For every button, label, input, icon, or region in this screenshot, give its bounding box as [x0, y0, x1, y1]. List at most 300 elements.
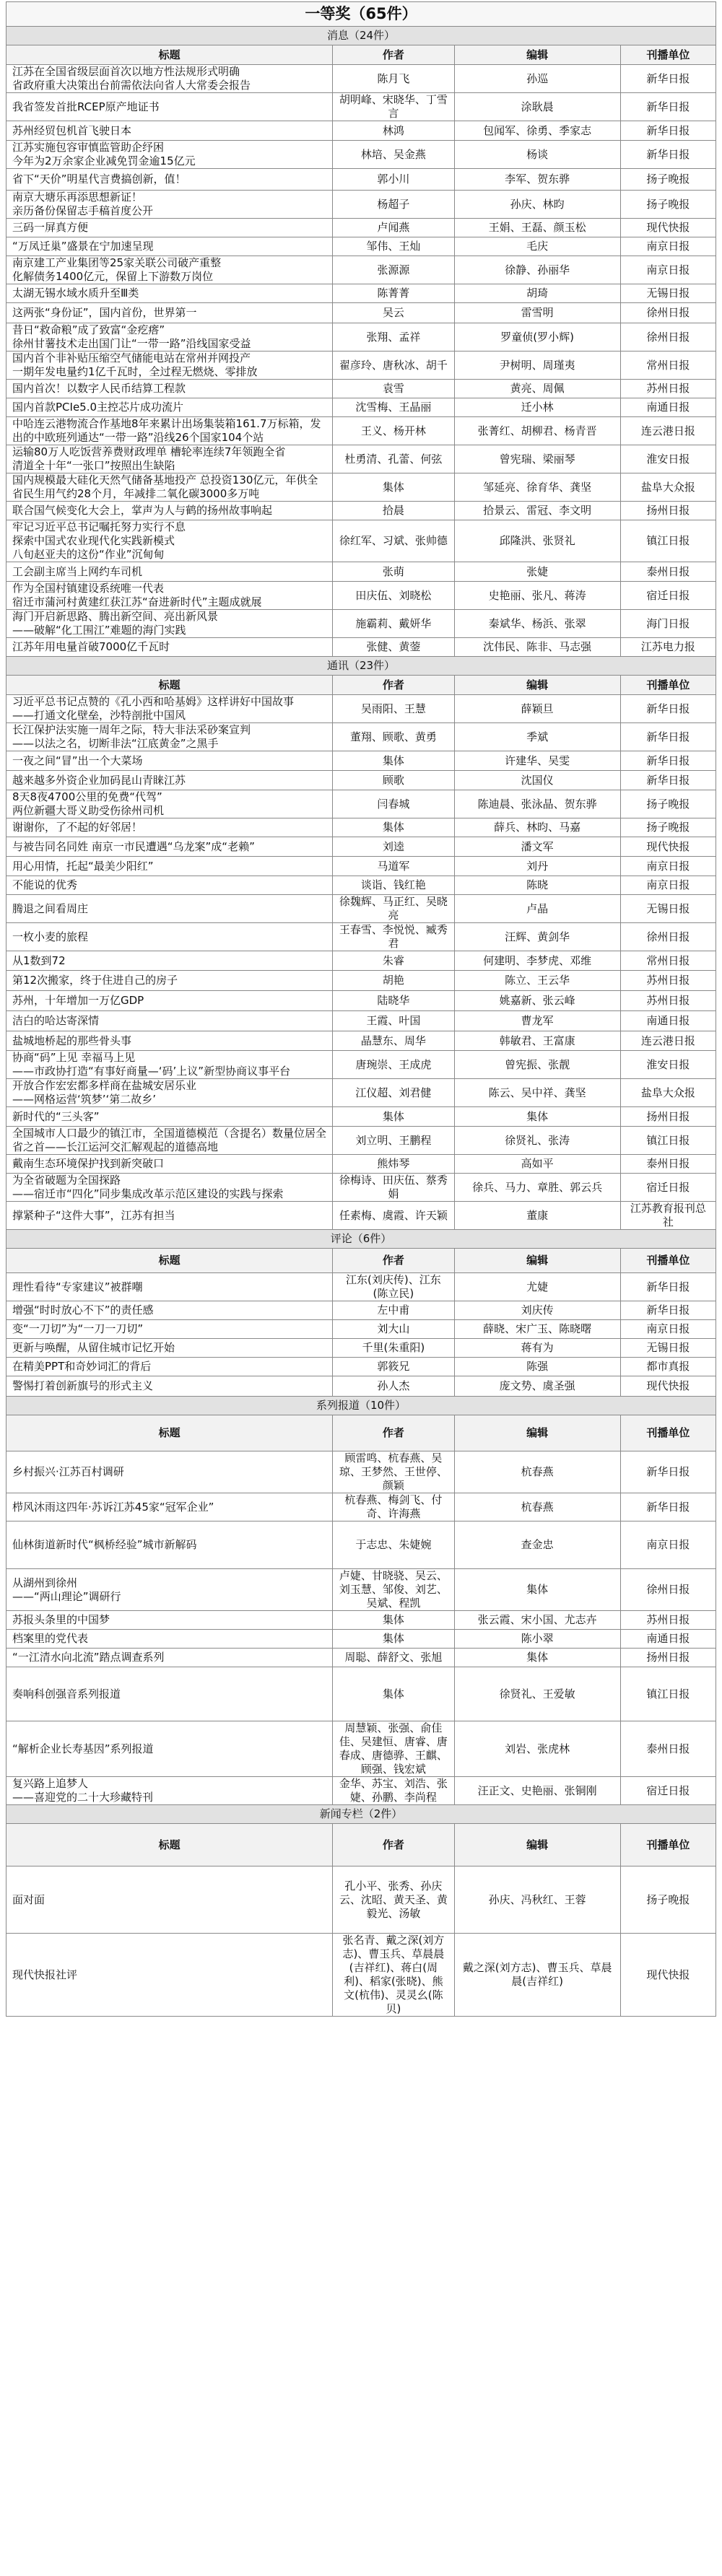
- table-row: [6, 610, 716, 638]
- unit-cell: 扬子晚报: [620, 1866, 716, 1934]
- unit-cell: 徐州日报: [620, 1569, 716, 1611]
- author-cell: 杭春燕、梅剑飞、付奇、许海燕: [333, 1493, 454, 1521]
- author-cell: 吴雨阳、王慧: [333, 695, 454, 723]
- page-title: 一等奖（65件）: [6, 2, 716, 27]
- table-row: [6, 1630, 716, 1649]
- editor-cell: 何建明、李梦虎、邓维: [454, 951, 620, 971]
- table-row: [6, 895, 716, 923]
- editor-cell: 陈强: [454, 1358, 620, 1376]
- title-cell: 工会副主席当上网约车司机: [6, 562, 333, 582]
- title-cell: 南京大塘乐再添思想新证！ 亲历备份保留志手稿首度公开: [6, 191, 333, 219]
- table-row: [6, 1376, 716, 1397]
- table-row: [6, 352, 716, 380]
- column-header: 刊播单位: [620, 1824, 716, 1866]
- editor-cell: 包闻军、徐勇、季家志: [454, 121, 620, 141]
- author-cell: 谈诣、钱红艳: [333, 876, 454, 895]
- editor-cell: 王娟、王磊、颜玉松: [454, 219, 620, 237]
- title-cell: 栉风沐雨这四年·苏诉江苏45家“冠军企业”: [6, 1493, 333, 1521]
- unit-cell: 南通日报: [620, 1630, 716, 1649]
- unit-cell: 无锡日报: [620, 1339, 716, 1358]
- title-cell: 从1数到72: [6, 951, 333, 971]
- unit-cell: 现代快报: [620, 1934, 716, 2017]
- unit-cell: 新华日报: [620, 723, 716, 751]
- title-cell: 牢记习近平总书记嘱托努力实行不息 探索中国式农业现代化实践新模式 八旬赵亚夫的这份“作业”沉甸甸: [6, 520, 333, 562]
- editor-cell: 陈立、王云华: [454, 971, 620, 991]
- title-cell: 江苏年用电量首破7000亿千瓦时: [6, 638, 333, 657]
- table-row: [6, 1339, 716, 1358]
- column-header: 刊播单位: [620, 676, 716, 695]
- table-row: [6, 1611, 716, 1630]
- award-table: [6, 1, 716, 2017]
- editor-cell: 卢晶: [454, 895, 620, 923]
- unit-cell: 扬子晚报: [620, 169, 716, 191]
- title-cell: 乡村振兴·江苏百村调研: [6, 1451, 333, 1493]
- editor-cell: 曾宪振、张靓: [454, 1051, 620, 1079]
- table-row: [6, 1358, 716, 1376]
- title-cell: 洁白的哈达寄深情: [6, 1011, 333, 1031]
- editor-cell: 季斌: [454, 723, 620, 751]
- title-cell: “解析企业长寿基因”系列报道: [6, 1721, 333, 1777]
- table-row: [6, 380, 716, 398]
- section-row: [6, 657, 716, 676]
- title-cell: 理性看待“专家建议”被群嘲: [6, 1273, 333, 1301]
- editor-cell: 沈国仪: [454, 771, 620, 790]
- title-cell: 警惕打着创新旗号的形式主义: [6, 1376, 333, 1397]
- author-cell: 顾歌: [333, 771, 454, 790]
- author-cell: 刘逵: [333, 837, 454, 857]
- title-cell: 国内首次！以数字人民币结算工程款: [6, 380, 333, 398]
- unit-cell: 扬州日报: [620, 1649, 716, 1667]
- table-row: [6, 1155, 716, 1174]
- title-cell: 长江保护法实施一周年之际，特大非法采砂案宣判 ——以法之名，切断非法“江底黄金”之黑手: [6, 723, 333, 751]
- title-cell: 国内首款PCIe5.0主控芯片成功流片: [6, 398, 333, 417]
- unit-cell: 泰州日报: [620, 1721, 716, 1777]
- table-row: [6, 191, 716, 219]
- title-cell: “万凤迁巢”盛景在宁加速呈现: [6, 237, 333, 256]
- editor-cell: 陈迪晨、张泳晶、贺东骅: [454, 790, 620, 818]
- column-header: 标题: [6, 1249, 333, 1273]
- title-cell: 联合国气候变化大会上，掌声为人与鹤的扬州故事响起: [6, 502, 333, 520]
- section-row: [6, 27, 716, 45]
- author-cell: 唐琬崇、王成虎: [333, 1051, 454, 1079]
- table-row: [6, 723, 716, 751]
- column-header: 标题: [6, 1824, 333, 1866]
- editor-cell: 徐贤礼、王爱敏: [454, 1667, 620, 1721]
- author-cell: 王霞、叶国: [333, 1011, 454, 1031]
- author-cell: 朱睿: [333, 951, 454, 971]
- title-cell: 我省签发首批RCEP原产地证书: [6, 93, 333, 121]
- author-cell: 周聪、薛舒文、张旭: [333, 1649, 454, 1667]
- author-cell: 邹伟、王灿: [333, 237, 454, 256]
- title-cell: 苏州，十年增加一万亿GDP: [6, 991, 333, 1011]
- unit-cell: 连云港日报: [620, 417, 716, 445]
- author-cell: 张源源: [333, 256, 454, 284]
- editor-cell: 薛晓、宋广玉、陈晓曙: [454, 1320, 620, 1339]
- unit-cell: 江苏电力报: [620, 638, 716, 657]
- column-header: 刊播单位: [620, 1249, 716, 1273]
- column-header: 编辑: [454, 1824, 620, 1866]
- title-cell: 在精美PPT和奇妙词汇的背后: [6, 1358, 333, 1376]
- column-header: 作者: [333, 1249, 454, 1273]
- header-row: [6, 45, 716, 65]
- title-cell: 这两张“身份证”，国内首份，世界第一: [6, 303, 333, 323]
- table-row: [6, 303, 716, 323]
- editor-cell: 孙庆、冯秋红、王蓉: [454, 1866, 620, 1934]
- editor-cell: 拾景云、雷冠、李文明: [454, 502, 620, 520]
- title-cell: 第12次搬家，终于住进自己的房子: [6, 971, 333, 991]
- table-row: [6, 1051, 716, 1079]
- editor-cell: 徐静、孙丽华: [454, 256, 620, 284]
- unit-cell: 南京日报: [620, 256, 716, 284]
- author-cell: 江仪超、刘君健: [333, 1079, 454, 1107]
- section-row: [6, 1805, 716, 1824]
- editor-cell: 许建华、吴雯: [454, 751, 620, 771]
- table-row: [6, 1667, 716, 1721]
- unit-cell: 镇江日报: [620, 1667, 716, 1721]
- table-row: [6, 237, 716, 256]
- table-row: [6, 971, 716, 991]
- award-sheet: [6, 1, 716, 2017]
- unit-cell: 扬子晚报: [620, 790, 716, 818]
- table-row: [6, 256, 716, 284]
- editor-cell: 刘丹: [454, 857, 620, 876]
- unit-cell: 南京日报: [620, 237, 716, 256]
- title-cell: 苏州经贸包机首飞驶日本: [6, 121, 333, 141]
- unit-cell: 宿迁日报: [620, 1777, 716, 1805]
- unit-cell: 现代快报: [620, 837, 716, 857]
- column-header: 刊播单位: [620, 1415, 716, 1451]
- section-title: 新闻专栏（2件）: [6, 1805, 716, 1824]
- unit-cell: 连云港日报: [620, 1031, 716, 1051]
- author-cell: 陈菁菁: [333, 284, 454, 303]
- unit-cell: 现代快报: [620, 219, 716, 237]
- title-cell: 太湖无锡水域水质升至Ⅲ类: [6, 284, 333, 303]
- column-header: 编辑: [454, 1249, 620, 1273]
- author-cell: 集体: [333, 1667, 454, 1721]
- title-cell: 全国城市人口最少的镇江市，全国道德模范（含提名）数量位居全省之首——长江运河交汇解观起的道德高地: [6, 1127, 333, 1155]
- table-row: [6, 1031, 716, 1051]
- author-cell: 张翔、孟祥: [333, 323, 454, 352]
- header-row: [6, 1415, 716, 1451]
- editor-cell: 汪正文、史艳丽、张铜刚: [454, 1777, 620, 1805]
- author-cell: 顾雷鸣、杭春燕、吴琼、王梦然、王世停、颜颖: [333, 1451, 454, 1493]
- author-cell: 拾晨: [333, 502, 454, 520]
- table-row: [6, 790, 716, 818]
- editor-cell: 蒋有为: [454, 1339, 620, 1358]
- author-cell: 杨超子: [333, 191, 454, 219]
- table-row: [6, 1079, 716, 1107]
- author-cell: 徐梅诗、田庆伍、蔡秀娟: [333, 1174, 454, 1202]
- unit-cell: 宿迁日报: [620, 1174, 716, 1202]
- unit-cell: 盐阜大众报: [620, 473, 716, 502]
- title-cell: 协商“码”上见 幸福马上见 ——市政协打造“有事好商量—‘码’上议”新型协商议事平台: [6, 1051, 333, 1079]
- table-row: [6, 417, 716, 445]
- editor-cell: 尤婕: [454, 1273, 620, 1301]
- author-cell: 熊炜琴: [333, 1155, 454, 1174]
- editor-cell: 张婕: [454, 562, 620, 582]
- author-cell: 胡艳: [333, 971, 454, 991]
- author-cell: 沈雪梅、王晶丽: [333, 398, 454, 417]
- table-row: [6, 1174, 716, 1202]
- author-cell: 杜勇清、孔蕾、何弦: [333, 445, 454, 473]
- section-title: 消息（24件）: [6, 27, 716, 45]
- unit-cell: 海门日报: [620, 610, 716, 638]
- author-cell: 翟彦玲、唐秋冰、胡千: [333, 352, 454, 380]
- editor-cell: 韩敏君、王富康: [454, 1031, 620, 1051]
- column-header: 作者: [333, 676, 454, 695]
- section-title: 评论（6件）: [6, 1230, 716, 1249]
- editor-cell: 曹龙军: [454, 1011, 620, 1031]
- editor-cell: 邱隆洪、张贤礼: [454, 520, 620, 562]
- table-row: [6, 1301, 716, 1320]
- author-cell: 王义、杨开林: [333, 417, 454, 445]
- unit-cell: 淮安日报: [620, 1051, 716, 1079]
- unit-cell: 新华日报: [620, 93, 716, 121]
- editor-cell: 集体: [454, 1107, 620, 1127]
- author-cell: 集体: [333, 1630, 454, 1649]
- title-cell: 戴南生态环境保护找到新突破口: [6, 1155, 333, 1174]
- title-cell: 国内规模最大硅化天然气储备基地投产 总投资130亿元，年供全省民生用气约28个月，年减排二氧化碳3000多万吨: [6, 473, 333, 502]
- editor-cell: 陈晓: [454, 876, 620, 895]
- unit-cell: 徐州日报: [620, 323, 716, 352]
- table-row: [6, 991, 716, 1011]
- table-row: [6, 1320, 716, 1339]
- table-row: [6, 562, 716, 582]
- unit-cell: 新华日报: [620, 751, 716, 771]
- author-cell: 施霸莉、戴妍华: [333, 610, 454, 638]
- author-cell: 千里(朱重阳): [333, 1339, 454, 1358]
- title-cell: 与被告同名同姓 南京一市民遭遇“乌龙案”成“老赖”: [6, 837, 333, 857]
- table-row: [6, 141, 716, 169]
- editor-cell: 薛颖旦: [454, 695, 620, 723]
- title-cell: 中哈连云港物流合作基地8年来累计出场集装箱161.7万标箱，发出的中欧班列通达“一带一路”沿线26个国家104个站: [6, 417, 333, 445]
- column-header: 编辑: [454, 45, 620, 65]
- title-cell: 江苏实施包容审慎监管助企纾困 今年为2万余家企业减免罚金逾15亿元: [6, 141, 333, 169]
- column-header: 编辑: [454, 676, 620, 695]
- table-row: [6, 398, 716, 417]
- editor-cell: 杭春燕: [454, 1451, 620, 1493]
- column-header: 编辑: [454, 1415, 620, 1451]
- unit-cell: 新华日报: [620, 1493, 716, 1521]
- unit-cell: 都市真报: [620, 1358, 716, 1376]
- author-cell: 张萌: [333, 562, 454, 582]
- table-row: [6, 219, 716, 237]
- table-row: [6, 951, 716, 971]
- editor-cell: 集体: [454, 1649, 620, 1667]
- title-cell: 奏响科创强音系列报道: [6, 1667, 333, 1721]
- title-cell: 更新与唤醒，从留住城市记忆开始: [6, 1339, 333, 1358]
- table-row: [6, 638, 716, 657]
- editor-cell: 刘庆传: [454, 1301, 620, 1320]
- author-cell: 马道军: [333, 857, 454, 876]
- header-row: [6, 1824, 716, 1866]
- unit-cell: 南京日报: [620, 857, 716, 876]
- author-cell: 刘立明、王鹏程: [333, 1127, 454, 1155]
- unit-cell: 新华日报: [620, 65, 716, 93]
- author-cell: 徐魏辉、马正红、吴晓亮: [333, 895, 454, 923]
- title-cell: 不能说的优秀: [6, 876, 333, 895]
- editor-cell: 刘岩、张虎林: [454, 1721, 620, 1777]
- author-cell: 卢闻燕: [333, 219, 454, 237]
- unit-cell: 盐阜大众报: [620, 1079, 716, 1107]
- table-row: [6, 1451, 716, 1493]
- author-cell: 刘大山: [333, 1320, 454, 1339]
- title-cell: 用心用情，托起“最美少阳红”: [6, 857, 333, 876]
- award-table-body: [6, 2, 716, 2017]
- unit-cell: 徐州日报: [620, 303, 716, 323]
- unit-cell: 镇江日报: [620, 520, 716, 562]
- title-cell: 三码一屏真方便: [6, 219, 333, 237]
- unit-cell: 扬子晚报: [620, 191, 716, 219]
- author-cell: 孔小平、张秀、孙庆云、沈昭、黄天圣、黄毅光、汤敏: [333, 1866, 454, 1934]
- unit-cell: 新华日报: [620, 1451, 716, 1493]
- table-row: [6, 771, 716, 790]
- title-cell: 海门开启新思路、腾出新空间、亮出新风景 ——破解“化工围江”难题的海门实践: [6, 610, 333, 638]
- table-row: [6, 1127, 716, 1155]
- unit-cell: 南京日报: [620, 1320, 716, 1339]
- author-cell: 江东(刘庆传)、江东(陈立民): [333, 1273, 454, 1301]
- editor-cell: 董康: [454, 1202, 620, 1230]
- author-cell: 袁雪: [333, 380, 454, 398]
- unit-cell: 镇江日报: [620, 1127, 716, 1155]
- unit-cell: 新华日报: [620, 121, 716, 141]
- author-cell: 胡明峰、宋晓华、丁雪言: [333, 93, 454, 121]
- author-cell: 集体: [333, 751, 454, 771]
- table-row: [6, 1777, 716, 1805]
- title-cell: 复兴路上追梦人 ——喜迎党的二十大珍藏特刊: [6, 1777, 333, 1805]
- unit-cell: 扬子晚报: [620, 818, 716, 837]
- editor-cell: 杭春燕: [454, 1493, 620, 1521]
- column-header: 作者: [333, 45, 454, 65]
- editor-cell: 集体: [454, 1569, 620, 1611]
- unit-cell: 苏州日报: [620, 1611, 716, 1630]
- author-cell: 周慧颖、张强、俞佳佳、吴建恒、唐睿、唐春成、唐德骅、王麒、顾强、钱宏斌: [333, 1721, 454, 1777]
- author-cell: 陈月飞: [333, 65, 454, 93]
- title-cell: 苏报头条里的中国梦: [6, 1611, 333, 1630]
- table-row: [6, 1934, 716, 2017]
- title-cell: 盐城地桥起的那些骨头事: [6, 1031, 333, 1051]
- title-cell: 一枚小麦的旅程: [6, 923, 333, 951]
- unit-cell: 现代快报: [620, 1376, 716, 1397]
- unit-cell: 江苏教育报刊总社: [620, 1202, 716, 1230]
- editor-cell: 秦斌华、杨浜、张翠: [454, 610, 620, 638]
- author-cell: 张名青、戴之深(刘方志)、曹玉兵、草晨晨(吉祥红)、蒋白(周利)、稻家(张晓)、熊文(杭伟)、灵灵幺(陈贝): [333, 1934, 454, 2017]
- title-cell: 开放合作宏宏都多样商在盐城安居乐业 ——网格运营‘筑梦’‘第二故乡’: [6, 1079, 333, 1107]
- column-header: 作者: [333, 1824, 454, 1866]
- editor-cell: 孙庆、林昀: [454, 191, 620, 219]
- title-cell: 8天8夜4700公里的免费“代驾” 两位新疆大哥义助受伤徐州司机: [6, 790, 333, 818]
- unit-cell: 常州日报: [620, 352, 716, 380]
- editor-cell: 杨谈: [454, 141, 620, 169]
- unit-cell: 淮安日报: [620, 445, 716, 473]
- table-row: [6, 473, 716, 502]
- table-row: [6, 751, 716, 771]
- table-row: [6, 1202, 716, 1230]
- unit-cell: 新华日报: [620, 1301, 716, 1320]
- table-row: [6, 1569, 716, 1611]
- editor-cell: 罗童侦(罗小辉): [454, 323, 620, 352]
- section-title: 通讯（23件）: [6, 657, 716, 676]
- editor-cell: 高如平: [454, 1155, 620, 1174]
- editor-cell: 徐兵、马力、章胜、郭云兵: [454, 1174, 620, 1202]
- unit-cell: 苏州日报: [620, 971, 716, 991]
- author-cell: 郭小川: [333, 169, 454, 191]
- title-cell: 增强“时时放心不下”的责任感: [6, 1301, 333, 1320]
- title-cell: 腾退之间看周庄: [6, 895, 333, 923]
- title-cell: 南京建工产业集团等25家关联公司破产重整 化解债务1400亿元，保留上下游数万岗位: [6, 256, 333, 284]
- unit-cell: 徐州日报: [620, 923, 716, 951]
- author-cell: 左中甫: [333, 1301, 454, 1320]
- table-row: [6, 876, 716, 895]
- title-cell: 谢谢你，了不起的好邻居！: [6, 818, 333, 837]
- table-row: [6, 520, 716, 562]
- title-cell: 越来越多外资企业加码昆山青睐江苏: [6, 771, 333, 790]
- column-header: 刊播单位: [620, 45, 716, 65]
- unit-cell: 泰州日报: [620, 1155, 716, 1174]
- column-header: 标题: [6, 1415, 333, 1451]
- editor-cell: 涂耿晨: [454, 93, 620, 121]
- title-cell: 档案里的党代表: [6, 1630, 333, 1649]
- unit-cell: 苏州日报: [620, 991, 716, 1011]
- editor-cell: 陈小翠: [454, 1630, 620, 1649]
- author-cell: 集体: [333, 1611, 454, 1630]
- author-cell: 孙人杰: [333, 1376, 454, 1397]
- title-cell: 习近平总书记点赞的《孔小西和哈基姆》这样讲好中国故事 ——打通文化壁垒，沙特剖批中国风: [6, 695, 333, 723]
- editor-cell: 尹树明、周瑾夷: [454, 352, 620, 380]
- editor-cell: 姚嘉新、张云峰: [454, 991, 620, 1011]
- section-row: [6, 1397, 716, 1415]
- editor-cell: 庞文势、虞圣强: [454, 1376, 620, 1397]
- unit-cell: 泰州日报: [620, 562, 716, 582]
- header-row: [6, 676, 716, 695]
- table-row: [6, 65, 716, 93]
- title-cell: 昔日“救命粮”成了致富“金疙瘩” 徐州甘薯技术走出国门让“一带一路”沿线国家受益: [6, 323, 333, 352]
- author-cell: 徐红军、习斌、张帅德: [333, 520, 454, 562]
- title-cell: 一夜之间“冒”出一个大菜场: [6, 751, 333, 771]
- table-row: [6, 1107, 716, 1127]
- table-row: [6, 837, 716, 857]
- title-cell: 变“一刀切”为“一刀一刀切”: [6, 1320, 333, 1339]
- editor-cell: 戴之深(刘方志)、曹玉兵、草晨晨(吉祥红): [454, 1934, 620, 2017]
- unit-cell: 苏州日报: [620, 380, 716, 398]
- unit-cell: 南通日报: [620, 1011, 716, 1031]
- editor-cell: 沈伟民、陈非、马志强: [454, 638, 620, 657]
- author-cell: 晶慧东、周华: [333, 1031, 454, 1051]
- column-header: 作者: [333, 1415, 454, 1451]
- unit-cell: 新华日报: [620, 771, 716, 790]
- editor-cell: 张云霞、宋小国、尤志卉: [454, 1611, 620, 1630]
- table-title-row: [6, 2, 716, 27]
- column-header: 标题: [6, 45, 333, 65]
- author-cell: 董翔、顾歌、黄勇: [333, 723, 454, 751]
- author-cell: 金华、苏宝、刘浩、张婕、孙鹏、李尚程: [333, 1777, 454, 1805]
- unit-cell: 宿迁日报: [620, 582, 716, 610]
- editor-cell: 毛庆: [454, 237, 620, 256]
- editor-cell: 张菁红、胡柳君、杨青晋: [454, 417, 620, 445]
- author-cell: 林培、吴金燕: [333, 141, 454, 169]
- section-row: [6, 1230, 716, 1249]
- author-cell: 陆晓华: [333, 991, 454, 1011]
- table-row: [6, 1721, 716, 1777]
- editor-cell: 徐贤礼、张涛: [454, 1127, 620, 1155]
- table-row: [6, 121, 716, 141]
- unit-cell: 扬州日报: [620, 1107, 716, 1127]
- title-cell: 现代快报社评: [6, 1934, 333, 2017]
- table-row: [6, 445, 716, 473]
- table-row: [6, 1866, 716, 1934]
- author-cell: 闫春城: [333, 790, 454, 818]
- table-row: [6, 857, 716, 876]
